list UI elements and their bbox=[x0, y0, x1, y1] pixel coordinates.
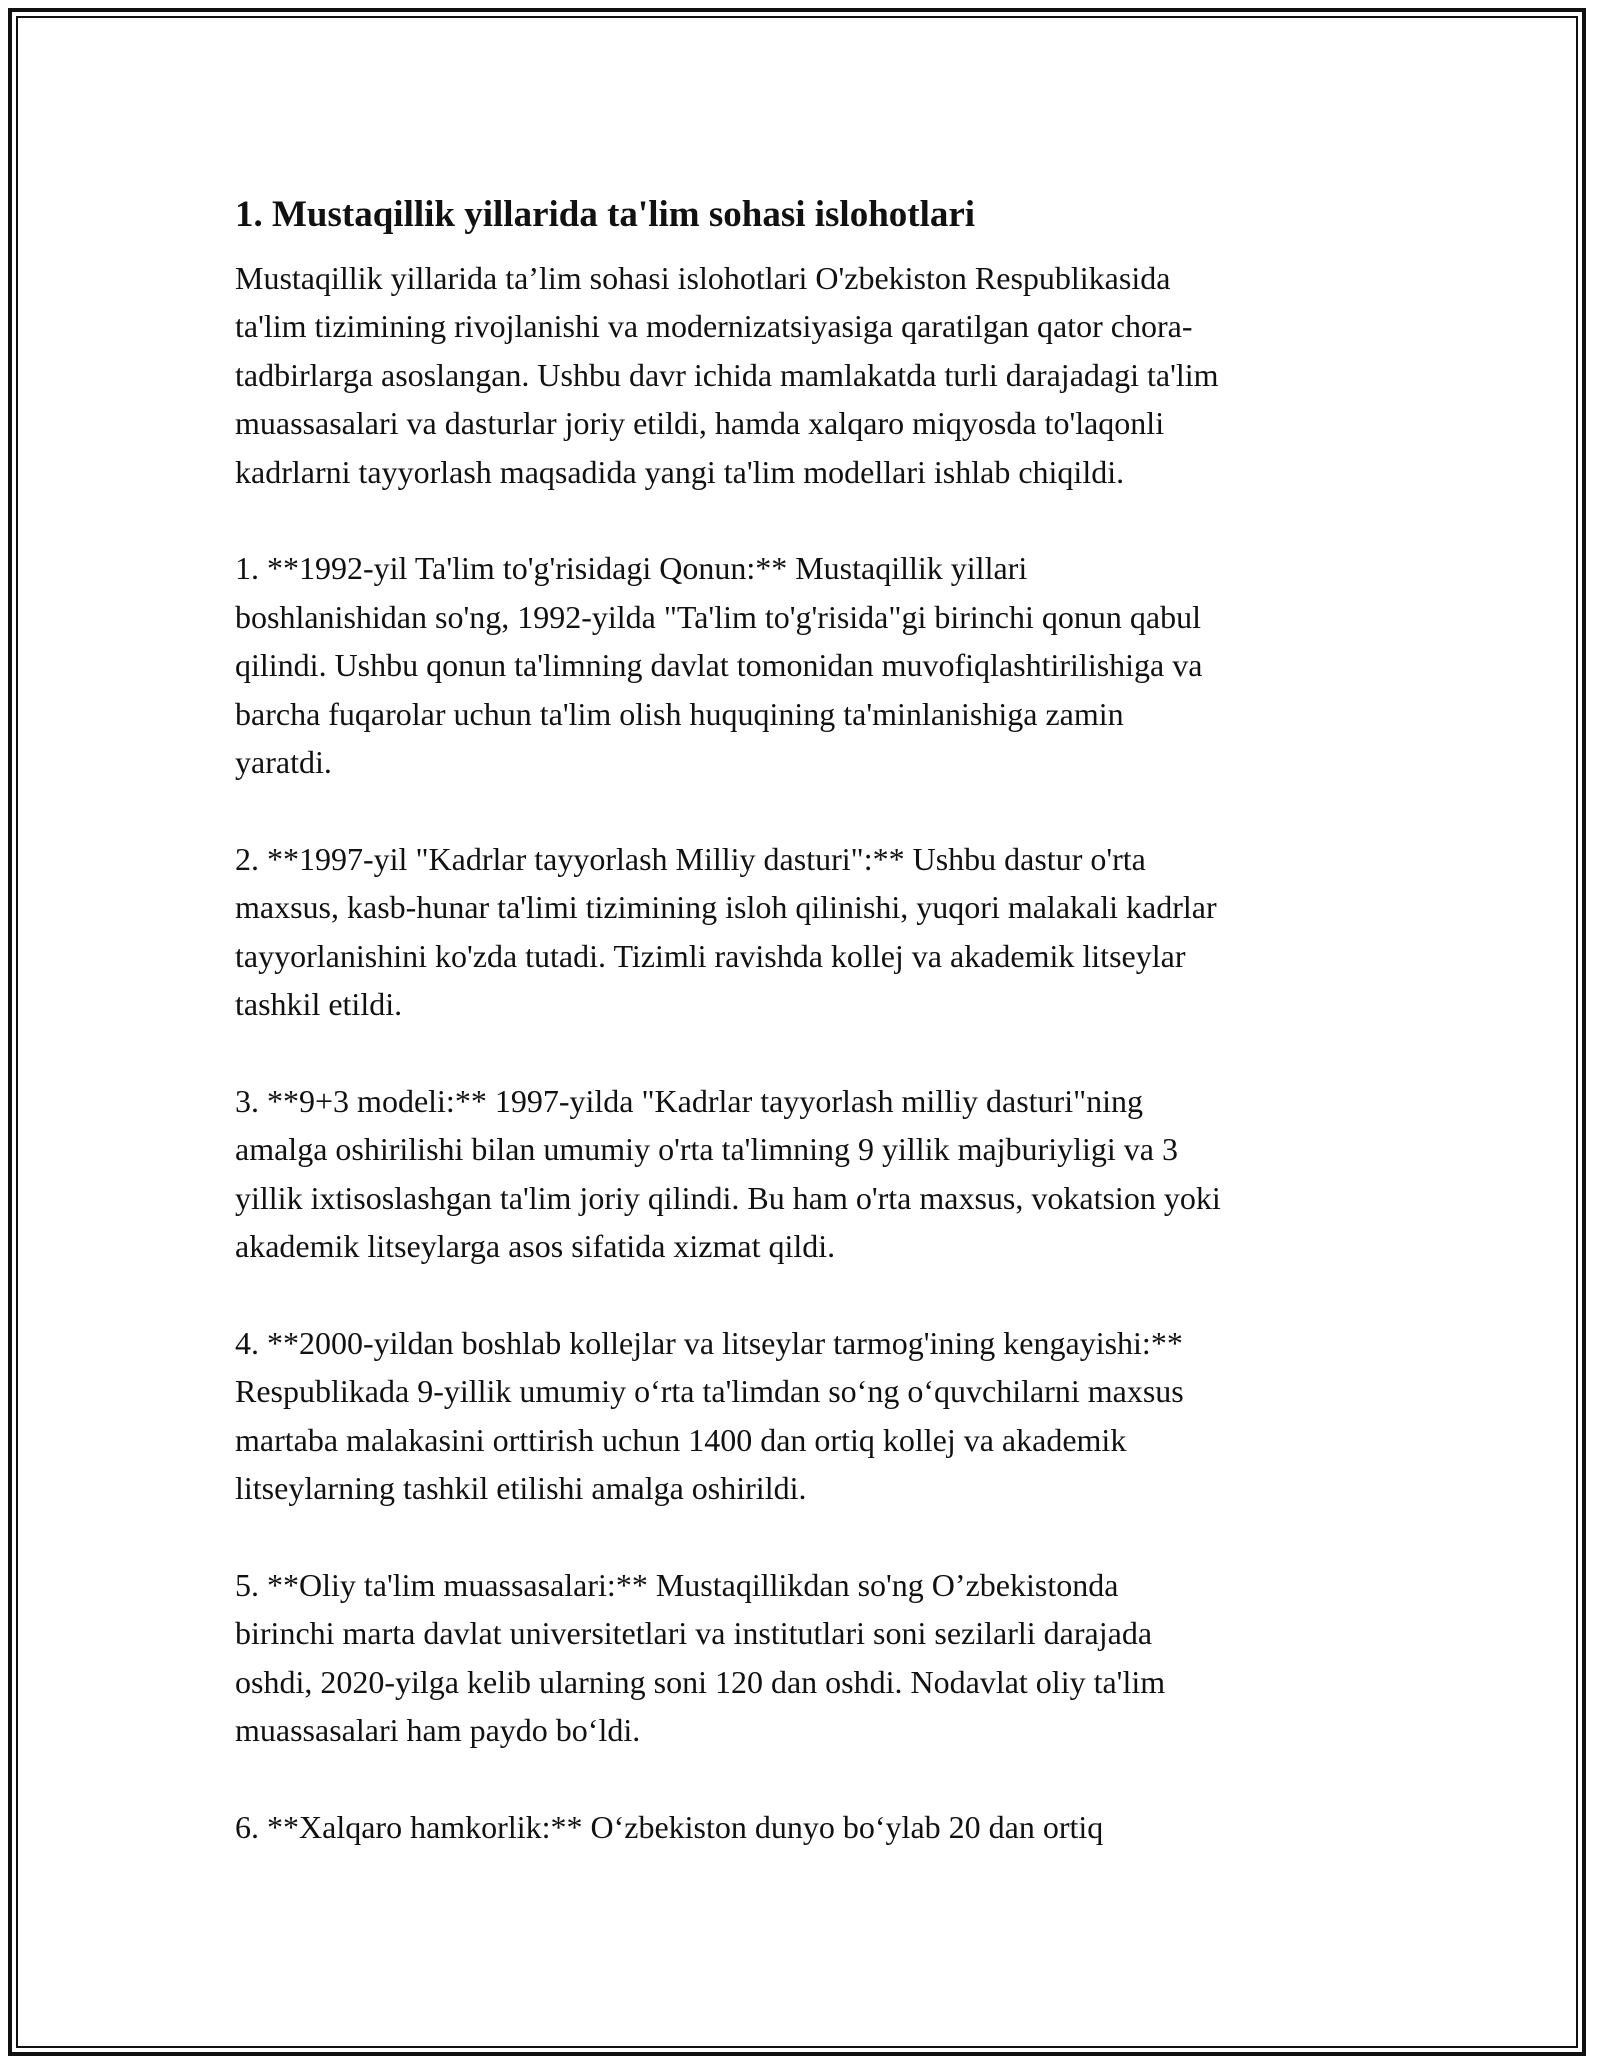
paragraph-line: Mustaqillik yillarida ta’lim sohasi islohotlari O'zbekiston Respublikasida bbox=[235, 260, 1171, 296]
paragraph-line: ta'lim tizimining rivojlanishi va modernizatsiyasiga qaratilgan qator chora- bbox=[235, 308, 1193, 345]
paragraph-line: 4. **2000-yildan boshlab kollejlar va litseylar tarmog'ining kengayishi:** bbox=[235, 1324, 1183, 1361]
paragraph-gap bbox=[235, 1028, 1375, 1076]
paragraph-line: litseylarning tashkil etilishi amalga oshirildi. bbox=[235, 1470, 807, 1507]
paragraph-line: birinchi marta davlat universitetlari va institutlari soni sezilarli darajada bbox=[235, 1615, 1153, 1652]
paragraph-line: muassasalari ham paydo bo‘ldi. bbox=[235, 1712, 641, 1749]
list-item-3 bbox=[235, 1077, 1375, 1271]
paragraph-line: 6. **Xalqaro hamkorlik:** O‘zbekiston dunyo bo‘ylab 20 dan ortiq bbox=[235, 1808, 1104, 1845]
list-item-5 bbox=[235, 1561, 1375, 1755]
paragraph-line: barcha fuqarolar uchun ta'lim olish huquqining ta'minlanishiga zamin bbox=[235, 695, 1124, 732]
paragraph-line: yaratdi. bbox=[235, 744, 332, 781]
intro-paragraph bbox=[235, 254, 1375, 1851]
page-title: 1. Mustaqillik yillarida ta'lim sohasi islohotlari bbox=[235, 194, 976, 235]
paragraph-line: 3. **9+3 modeli:** 1997-yilda "Kadrlar tayyorlash milliy dasturi"ning bbox=[235, 1082, 1144, 1119]
paragraph-gap bbox=[235, 1270, 1375, 1318]
paragraph-line: tadbirlarga asoslangan. Ushbu davr ichida mamlakatda turli darajadagi ta'lim bbox=[235, 356, 1219, 393]
paragraph-line: maxsus, kasb-hunar ta'limi tizimining isloh qilinishi, yuqori malakali kadrlar bbox=[235, 889, 1217, 926]
list-item-1 bbox=[235, 544, 1375, 786]
paragraph-line: muassasalari va dasturlar joriy etildi, hamda xalqaro miqyosda to'laqonli bbox=[235, 405, 1165, 442]
paragraph-gap bbox=[235, 786, 1375, 834]
paragraph-line: qilindi. Ushbu qonun ta'limning davlat tomonidan muvofiqlashtirilishiga va bbox=[235, 647, 1203, 684]
document-body bbox=[235, 186, 1375, 1851]
paragraph-gap bbox=[235, 496, 1375, 544]
paragraph-line: boshlanishidan so'ng, 1992-yilda "Ta'lim to'g'risida"gi birinchi qonun qabul bbox=[235, 598, 1201, 635]
paragraph-line: tayyorlanishini ko'zda tutadi. Tizimli ravishda kollej va akademik litseylar bbox=[235, 937, 1186, 974]
paragraph-line: kadrlarni tayyorlash maqsadida yangi ta'lim modellari ishlab chiqildi. bbox=[235, 453, 1125, 490]
paragraph-line: akademik litseylarga asos sifatida xizmat qildi. bbox=[235, 1228, 836, 1265]
paragraph-line: oshdi, 2020-yilga kelib ularning soni 120 dan oshdi. Nodavlat oliy ta'lim bbox=[235, 1663, 1166, 1700]
paragraph-line: 1. **1992-yil Ta'lim to'g'risidagi Qonun:** Mustaqillik yillari bbox=[235, 550, 1028, 587]
paragraph-line: 2. **1997-yil "Kadrlar tayyorlash Milliy dasturi":** Ushbu dastur o'rta bbox=[235, 840, 1146, 877]
list-item-6 bbox=[235, 1803, 1375, 1851]
list-item-4 bbox=[235, 1319, 1375, 1513]
paragraph-line: martaba malakasini orttirish uchun 1400 dan ortiq kollej va akademik bbox=[235, 1421, 1127, 1458]
paragraph-gap bbox=[235, 1755, 1375, 1803]
paragraph-line: tashkil etildi. bbox=[235, 986, 403, 1023]
paragraph-line: yillik ixtisoslashgan ta'lim joriy qilindi. Bu ham o'rta maxsus, vokatsion yoki bbox=[235, 1179, 1221, 1216]
paragraph-gap bbox=[235, 1513, 1375, 1561]
paragraph-line: amalga oshirilishi bilan umumiy o'rta ta'limning 9 yillik majburiyligi va 3 bbox=[235, 1131, 1178, 1168]
list-item-2 bbox=[235, 835, 1375, 1029]
paragraph-line: Respublikada 9-yillik umumiy o‘rta ta'limdan so‘ng o‘quvchilarni maxsus bbox=[235, 1373, 1184, 1410]
paragraph-line: 5. **Oliy ta'lim muassasalari:** Mustaqillikdan so'ng O’zbekistonda bbox=[235, 1566, 1119, 1603]
